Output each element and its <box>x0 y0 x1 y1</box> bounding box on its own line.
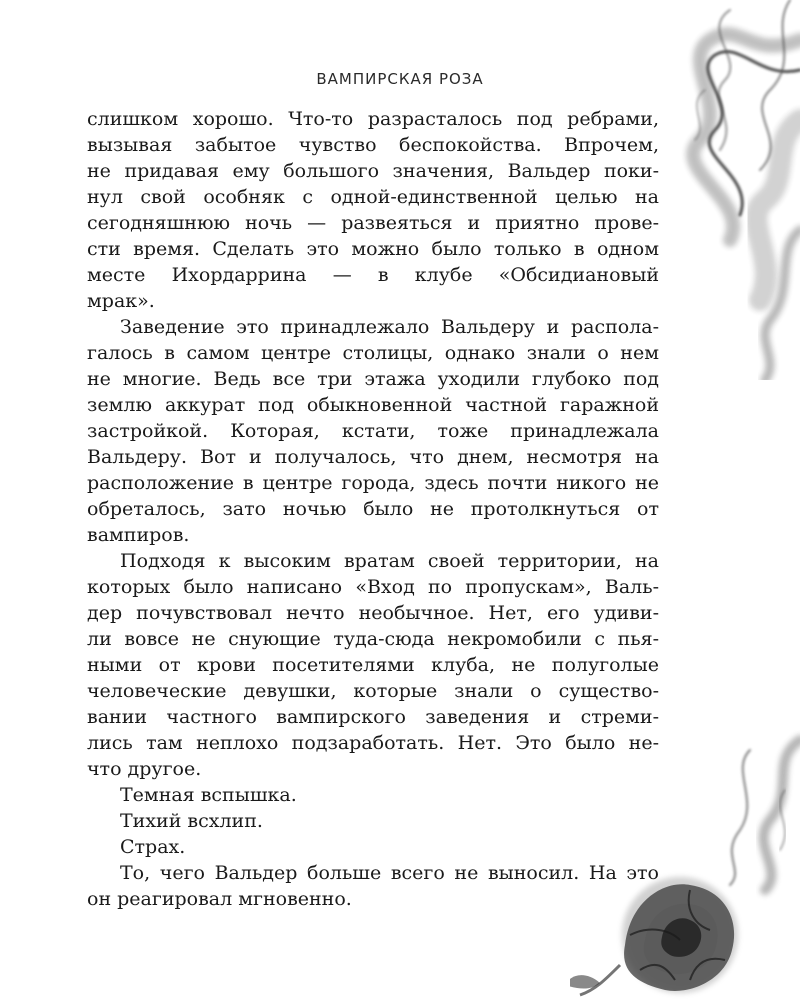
text-line: Страх. <box>120 836 186 858</box>
text-line: не придавая ему большого значения, Вальдер поки- <box>87 160 659 182</box>
text-line: слишком хорошо. Что-то разрасталось под ребрами, <box>87 108 659 130</box>
text-line: галось в самом центре столицы, однако знали о нем <box>87 342 659 364</box>
text-line: человеческие девушки, которые знали о существо- <box>87 680 659 702</box>
text-line: месте Ихордаррина — в клубе «Обсидиановый <box>87 264 659 286</box>
text-line: не многие. Ведь все три этажа уходили глубоко под <box>87 368 659 390</box>
text-line: нул свой особняк с одной-единственной целью на <box>87 186 659 208</box>
text-line: То, чего Вальдер больше всего не выносил. На это <box>120 862 659 884</box>
text-line: вании частного вампирского заведения и стреми- <box>87 706 659 728</box>
text-line: лись там неплохо подзаработать. Нет. Это было не- <box>87 732 659 754</box>
text-line: землю аккурат под обыкновенной частной гаражной <box>87 394 659 416</box>
body-text <box>87 106 659 912</box>
text-line: сегодняшнюю ночь — развеяться и приятно прове- <box>87 212 659 234</box>
text-line: Тихий всхлип. <box>120 810 263 832</box>
text-line: расположение в центре города, здесь почти никого не <box>87 472 659 494</box>
text-line: Вальдеру. Вот и получалось, что днем, несмотря на <box>87 446 659 468</box>
text-line: сти время. Сделать это можно было только в одном <box>87 238 659 260</box>
text-line: дер почувствовал нечто необычное. Нет, его удиви- <box>87 602 659 624</box>
text-line: Подходя к высоким вратам своей территории, на <box>120 550 659 572</box>
text-line: ными от крови посетителями клуба, не полуголые <box>87 654 659 676</box>
text-line: застройкой. Которая, кстати, тоже принадлежала <box>87 420 659 442</box>
text-line: Заведение это принадлежало Вальдеру и распола- <box>120 316 659 338</box>
text-line: вызывая забытое чувство беспокойства. Впрочем, <box>87 134 659 156</box>
text-line: вампиров. <box>87 524 190 546</box>
text-line: Темная вспышка. <box>120 784 297 806</box>
text-line: которых было написано «Вход по пропускам», Валь- <box>87 576 659 598</box>
text-line: мрак». <box>87 290 155 312</box>
running-header: ВАМПИРСКАЯ РОЗА <box>316 70 484 88</box>
text-line: он реагировал мгновенно. <box>87 888 352 910</box>
text-line: обреталось, зато ночью было не протолкнуться от <box>87 498 659 520</box>
text-line: ли вовсе не снующие туда-сюда некромобили с пья- <box>87 628 659 650</box>
text-line: что другое. <box>87 758 202 780</box>
